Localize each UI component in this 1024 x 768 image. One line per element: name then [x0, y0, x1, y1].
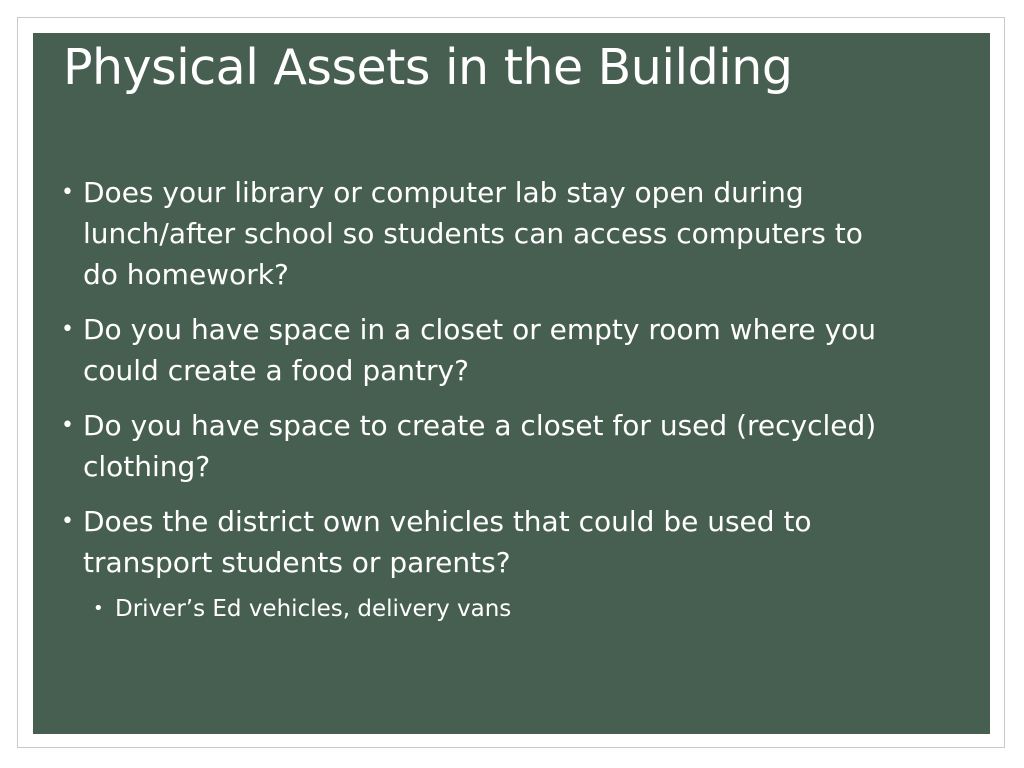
- slide-title: Physical Assets in the Building: [63, 39, 793, 96]
- slide: [33, 33, 990, 734]
- bullet-item: • Does your library or computer lab stay open during lunch/after school so students can access computers to do homework?: [61, 172, 881, 295]
- bullet-item-text: Does the district own vehicles that could be used to transport students or parents?: [83, 505, 812, 579]
- sub-bullet-item: • Driver’s Ed vehicles, delivery vans: [93, 593, 881, 625]
- bullet-item: • Do you have space in a closet or empty room where you could create a food pantry?: [61, 309, 881, 391]
- bullet-item: [61, 501, 881, 625]
- bullet-item: • Do you have space to create a closet for used (recycled) clothing?: [61, 405, 881, 487]
- bullet-list: [61, 172, 881, 639]
- sub-bullet-list: [93, 593, 881, 625]
